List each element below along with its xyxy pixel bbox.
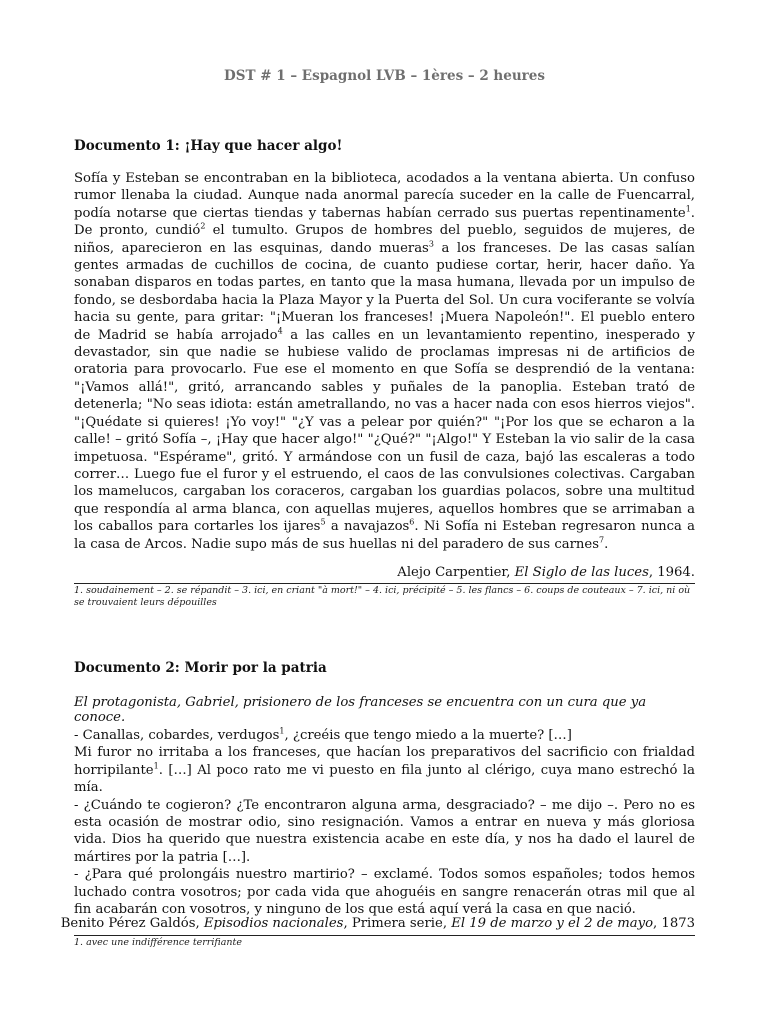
doc2-p1-b: , ¿creéis que tengo miedo a la muerte? […] [284, 728, 572, 743]
doc2-source-author: Benito Pérez Galdós, [60, 916, 204, 931]
doc2-text [74, 727, 695, 918]
doc1-text-c: el tumulto. Grupos de hombres del pueblo, seguidos de mujeres, de niños, aparecieron en las esquinas, dando mueras [74, 223, 695, 256]
footnote-ref-3: 3 [428, 239, 434, 249]
doc2-source-work1: Episodios nacionales [203, 916, 344, 931]
doc2-p3: - ¿Cuándo te cogieron? ¿Te encontraron alguna arma, desgraciado? – me dijo –. Pero no es esta ocasión de mostrar odio, sino resignación. Vamos a entrar en nueva y más gloriosa vida. Dios ha querido que nuestra existencia acabe en este día, y nos ha dado el laurel de mártires por la patria […]. [74, 797, 695, 865]
doc2-footnote-ref-1b: 1 [153, 761, 159, 771]
doc1-text-h: . [604, 536, 609, 552]
footnote-ref-4: 4 [277, 326, 283, 336]
doc2-source-work2: El 19 de marzo y el 2 de mayo [451, 916, 654, 931]
doc1-text [74, 170, 695, 553]
footnote-ref-2: 2 [200, 221, 206, 231]
doc1-notes-divider [74, 583, 695, 584]
doc2-source-year: , 1873 [653, 916, 695, 931]
doc1-text-g: . Ni Sofía ni Esteban regresaron nunca a la casa de Arcos. Nadie supo más de sus huellas ni del paradero de sus carnes [74, 519, 695, 552]
doc2-footnote-ref-1: 1 [279, 726, 285, 736]
doc2-p2-b: . […] Al poco rato me vi puesto en fila junto al clérigo, cuya mano estrechó la mía. [74, 762, 695, 796]
doc1-text-e: a las calles en un levantamiento repentino, inesperado y devastador, sin que nadie se hubiese valido de proclamas impresas ni de artificios de oratoria para provocarlo. Fue ese el momento en que Sofía se desprendió de la ventana: "¡Vamos allá!", gritó, arrancando sables y puñales de la panoplia. Esteban trató de detenerla; "No seas idiota: están ametrallando, no vas a hacer nada con esos hierros viejos". "¡Quédate si quieres! ¡Yo voy!" "¿Y vas a pelear por quién?" "¡Por los que se echaron a la calle! – gritó Sofía –, ¡Hay que hacer algo!" "¿Qué?" "¡Algo!" Y Esteban la vio salir de la casa impetuosa. "Espérame", gritó. Y armándose con un fusil de caza, bajó las escaleras a todo correr… Luego fue el furor y el estruendo, el caos de las convulsiones colectivas. Cargaban los mamelucos, cargaban los coraceros, cargaban los guardias polacos, sobre una multitud que respondía al arma blanca, con aquellas mujeres, aquellos hombres que se arrimaban a los caballos para cortarles los ijares [74, 327, 695, 535]
page-header: DST # 1 – Espagnol LVB – 1ères – 2 heures [224, 68, 545, 84]
doc2-footnotes: 1. avec une indifférence terrifiante [74, 937, 242, 948]
doc1-source-year: , 1964. [648, 565, 695, 580]
doc1-footnotes: 1. soudainement – 2. se répandit – 3. ici, en criant "à mort!" – 4. ici, précipité – 5. les flancs – 6. coups de couteaux – 7. ici, ni où se trouvaient leurs dépouilles [74, 585, 691, 608]
doc2-source-mid: , Primera serie, [343, 916, 452, 931]
doc1-text-a: Sofía y Esteban se encontraban en la biblioteca, acodados a la ventana abierta. Un confuso rumor llenaba la ciudad. Aunque nada anormal parecía suceder en la calle de Fuencarral, podía notarse que ciertas tiendas y tabernas habían cerrado sus puertas repentinamente [74, 171, 695, 221]
doc1-source-work: El Siglo de las luces [514, 565, 649, 580]
footnote-ref-7: 7 [599, 535, 605, 545]
doc1-source [397, 565, 695, 580]
doc2-source [61, 916, 695, 931]
doc1-title: Documento 1: ¡Hay que hacer algo! [74, 138, 343, 154]
doc2-intro: El protagonista, Gabriel, prisionero de los franceses se encuentra con un cura que ya conoce. [74, 695, 647, 725]
doc2-p2-a: Mi furor no irritaba a los franceses, que hacían los preparativos del sacrificio con frialdad horripilante [74, 745, 695, 778]
doc2-p1-a: - Canallas, cobardes, verdugos [74, 728, 280, 743]
doc1-text-d: a los franceses. De las casas salían gentes armadas de cuchillos de cocina, de cuanto pudiese cortar, herir, hacer daño. Ya sonaban disparos en todas partes, en tanto que la masa humana, llevada por un impulso de fondo, se desbordaba hacia la Plaza Mayor y la Puerta del Sol. Un cura vociferante se volvía hacia su gente, para gritar: "¡Mueran los franceses! ¡Muera Napoleón!". El pueblo entero de Madrid se había arrojado [74, 240, 695, 343]
doc1-text-f: a navajazos [325, 519, 410, 535]
doc2-notes-divider [74, 935, 695, 936]
doc2-p4: - ¿Para qué prolongáis nuestro martirio? – exclamé. Todos somos españoles; todos hemos luchado contra vosotros; por cada vida que ahoguéis en sangre renacerán otras mil que al fin acabarán con vosotros, y ninguno de los que está aquí verá la casa en que nació. [74, 867, 695, 918]
doc1-source-author: Alejo Carpentier, [397, 565, 515, 580]
footnote-ref-6: 6 [409, 517, 415, 527]
doc1-text-b: . De pronto, cundió [74, 205, 695, 239]
doc2-title: Documento 2: Morir por la patria [74, 660, 327, 676]
footnote-ref-5: 5 [320, 517, 326, 527]
footnote-ref-1: 1 [685, 204, 691, 214]
